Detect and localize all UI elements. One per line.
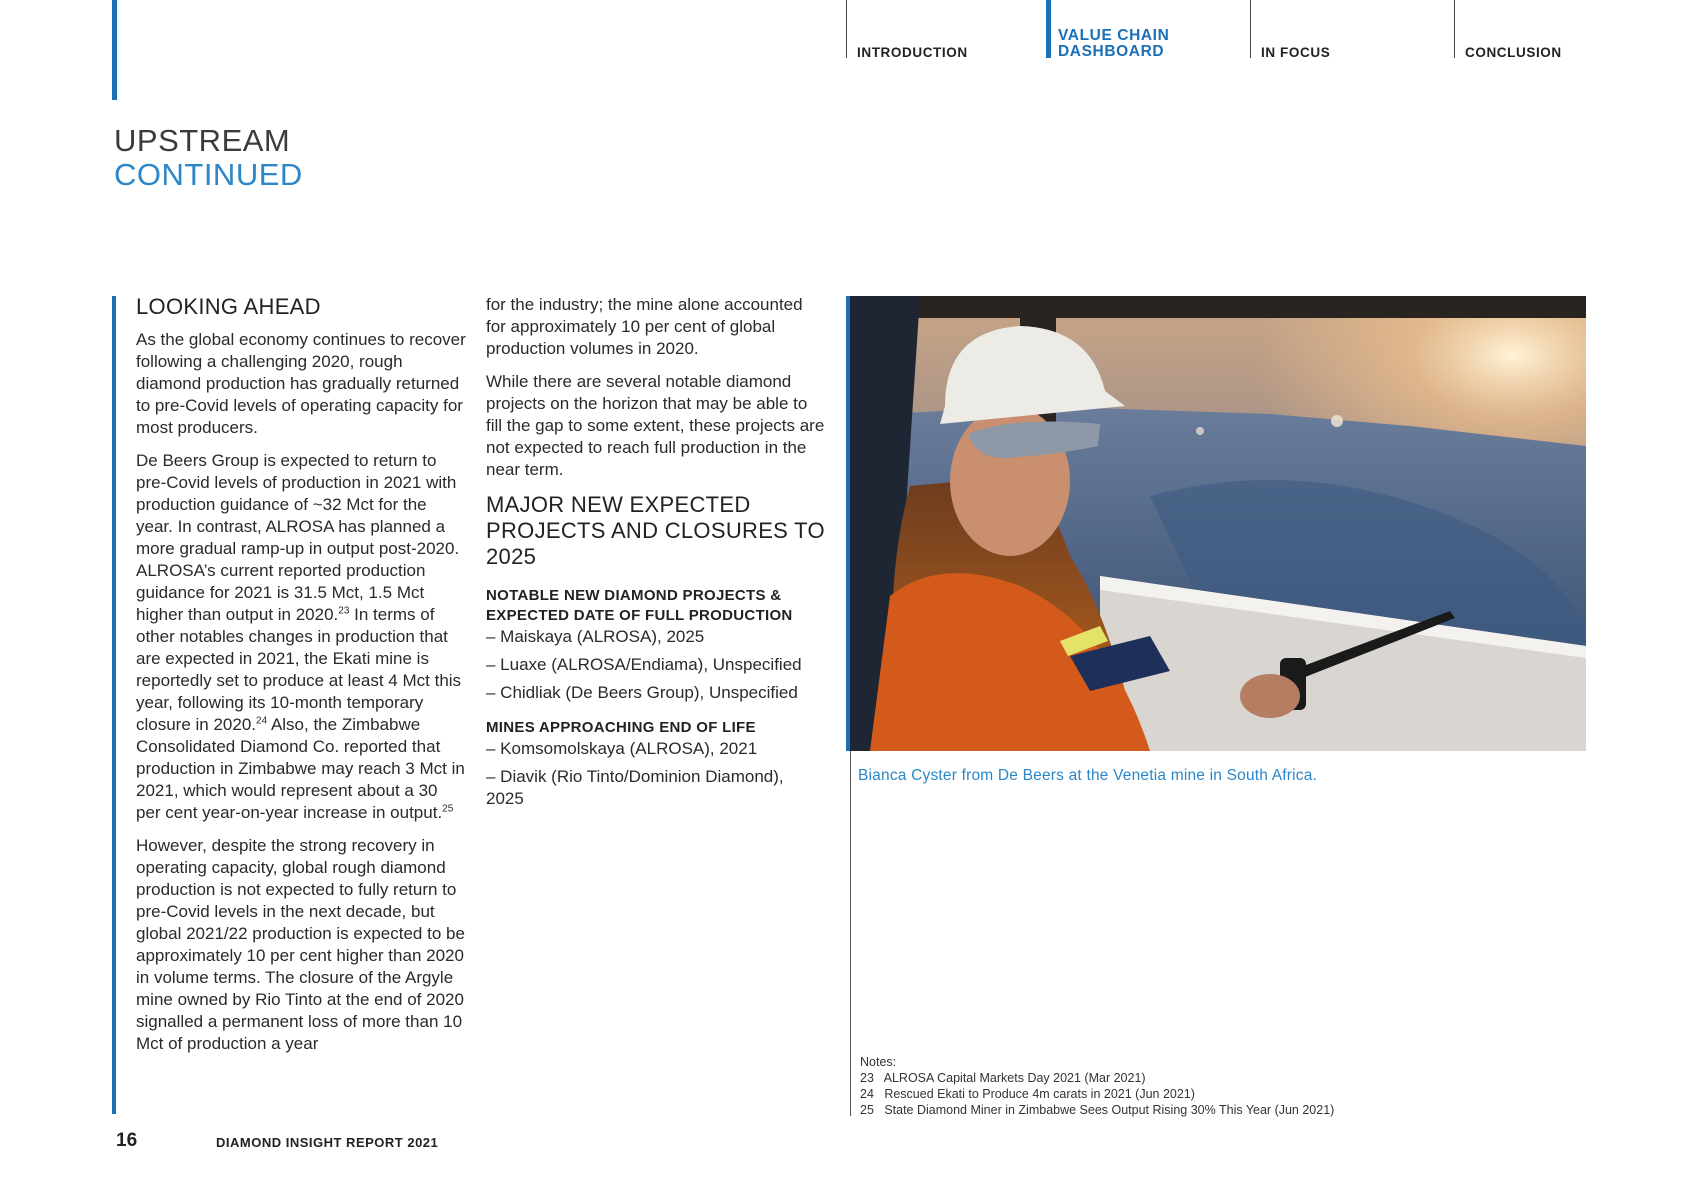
nav-tab-introduction[interactable]: INTRODUCTION [857, 45, 968, 60]
paragraph: While there are several notable diamond projects on the horizon that may be able to fill the gap to some extent, these projects are not expected to reach full production in the near term. [486, 372, 825, 479]
closures-list [486, 738, 826, 810]
list-item: – Chidliak (De Beers Group), Unspecified [486, 683, 798, 702]
footnote-item: 23 ALROSA Capital Markets Day 2021 (Mar 2021) [860, 1071, 1146, 1085]
text-column-2 [486, 294, 826, 816]
paragraph-text: De Beers Group is expected to return to pre-Covid levels of production in 2021 with production guidance of ~32 Mct for the year. In contrast, ALROSA has planned a more gradual ramp-up in output post-2020. ALROSA’s current reported production guidance for 2021 is 31.5 Mct, 1.5 Mct higher than output in 2020. [136, 451, 460, 624]
projects-list [486, 626, 826, 704]
column-accent-bar [112, 296, 116, 1114]
mine-worker-photo [850, 296, 1586, 751]
text-column-1 [136, 294, 466, 1066]
nav-tab-in-focus[interactable]: IN FOCUS [1261, 45, 1331, 60]
list-item: – Komsomolskaya (ALROSA), 2021 [486, 739, 758, 758]
footnote-ref[interactable]: 24 [256, 715, 268, 727]
page-title-line1: UPSTREAM [114, 123, 291, 158]
footnote-item: 25 State Diamond Miner in Zimbabwe Sees Output Rising 30% This Year (Jun 2021) [860, 1103, 1335, 1117]
footnote-ref[interactable]: 23 [338, 605, 350, 617]
page-title [114, 124, 303, 192]
nav-divider [1250, 0, 1251, 58]
paragraph: However, despite the strong recovery in operating capacity, global rough diamond production is not expected to fully return to pre-Covid levels in the next decade, but global 2021/22 production is expected to be approximately 10 per cent higher than 2020 in volume terms. The closure of the Argyle mine owned by Rio Tinto at the end of 2020 signalled a permanent loss of more than 10 Mct of production a year [136, 836, 465, 1053]
paragraph-text: Also, the Zimbabwe Consolidated Diamond Co. reported that production in Zimbabwe may reach 3 Mct in 2021, which would represent about a 30 per cent year-on-year increase in output. [136, 715, 465, 822]
section-heading-looking-ahead: LOOKING AHEAD [136, 294, 321, 319]
nav-tab-conclusion[interactable]: CONCLUSION [1465, 45, 1562, 60]
page-title-line2: CONTINUED [114, 157, 303, 192]
list-item: – Diavik (Rio Tinto/Dominion Diamond), 2025 [486, 767, 784, 808]
footnote-ref[interactable]: 25 [442, 803, 454, 815]
paragraph-text: In terms of other notables changes in production that are expected in 2021, the Ekati mine is reportedly set to produce at least 4 Mct this year, following its 10-month temporary closure in 2020. [136, 605, 462, 734]
list-item: – Luaxe (ALROSA/Endiama), Unspecified [486, 655, 802, 674]
subheading-new-projects: NOTABLE NEW DIAMOND PROJECTS & EXPECTED DATE OF FULL PRODUCTION [486, 587, 793, 624]
footnotes-label: Notes: [860, 1055, 897, 1069]
nav-divider [1454, 0, 1455, 58]
paragraph [136, 450, 466, 824]
header-accent-bar [112, 0, 117, 100]
paragraph: As the global economy continues to recover following a challenging 2020, rough diamond production has gradually returned to pre-Covid levels of operating capacity for most producers. [136, 330, 466, 437]
nav-active-indicator [1046, 0, 1051, 58]
report-title: DIAMOND INSIGHT REPORT 2021 [216, 1135, 439, 1150]
subheading-end-of-life: MINES APPROACHING END OF LIFE [486, 719, 756, 736]
footnote-item: 24 Rescued Ekati to Produce 4m carats in 2021 (Jun 2021) [860, 1087, 1195, 1101]
list-item: – Maiskaya (ALROSA), 2025 [486, 627, 705, 646]
nav-tab-value-chain-dashboard[interactable] [1058, 28, 1169, 60]
section-heading-major-projects: MAJOR NEW EXPECTED PROJECTS AND CLOSURES TO 2025 [486, 492, 825, 569]
footnotes [860, 1054, 1334, 1118]
page-number: 16 [116, 1130, 138, 1151]
nav-tab-label-line1: VALUE CHAIN [1058, 27, 1170, 44]
photo-illustration [850, 296, 1586, 751]
paragraph: for the industry; the mine alone accounted for approximately 10 per cent of global production volumes in 2020. [486, 295, 803, 358]
nav-divider [846, 0, 847, 58]
nav-tab-label-line2: DASHBOARD [1058, 43, 1165, 60]
photo-caption: Bianca Cyster from De Beers at the Venetia mine in South Africa. [858, 767, 1318, 784]
